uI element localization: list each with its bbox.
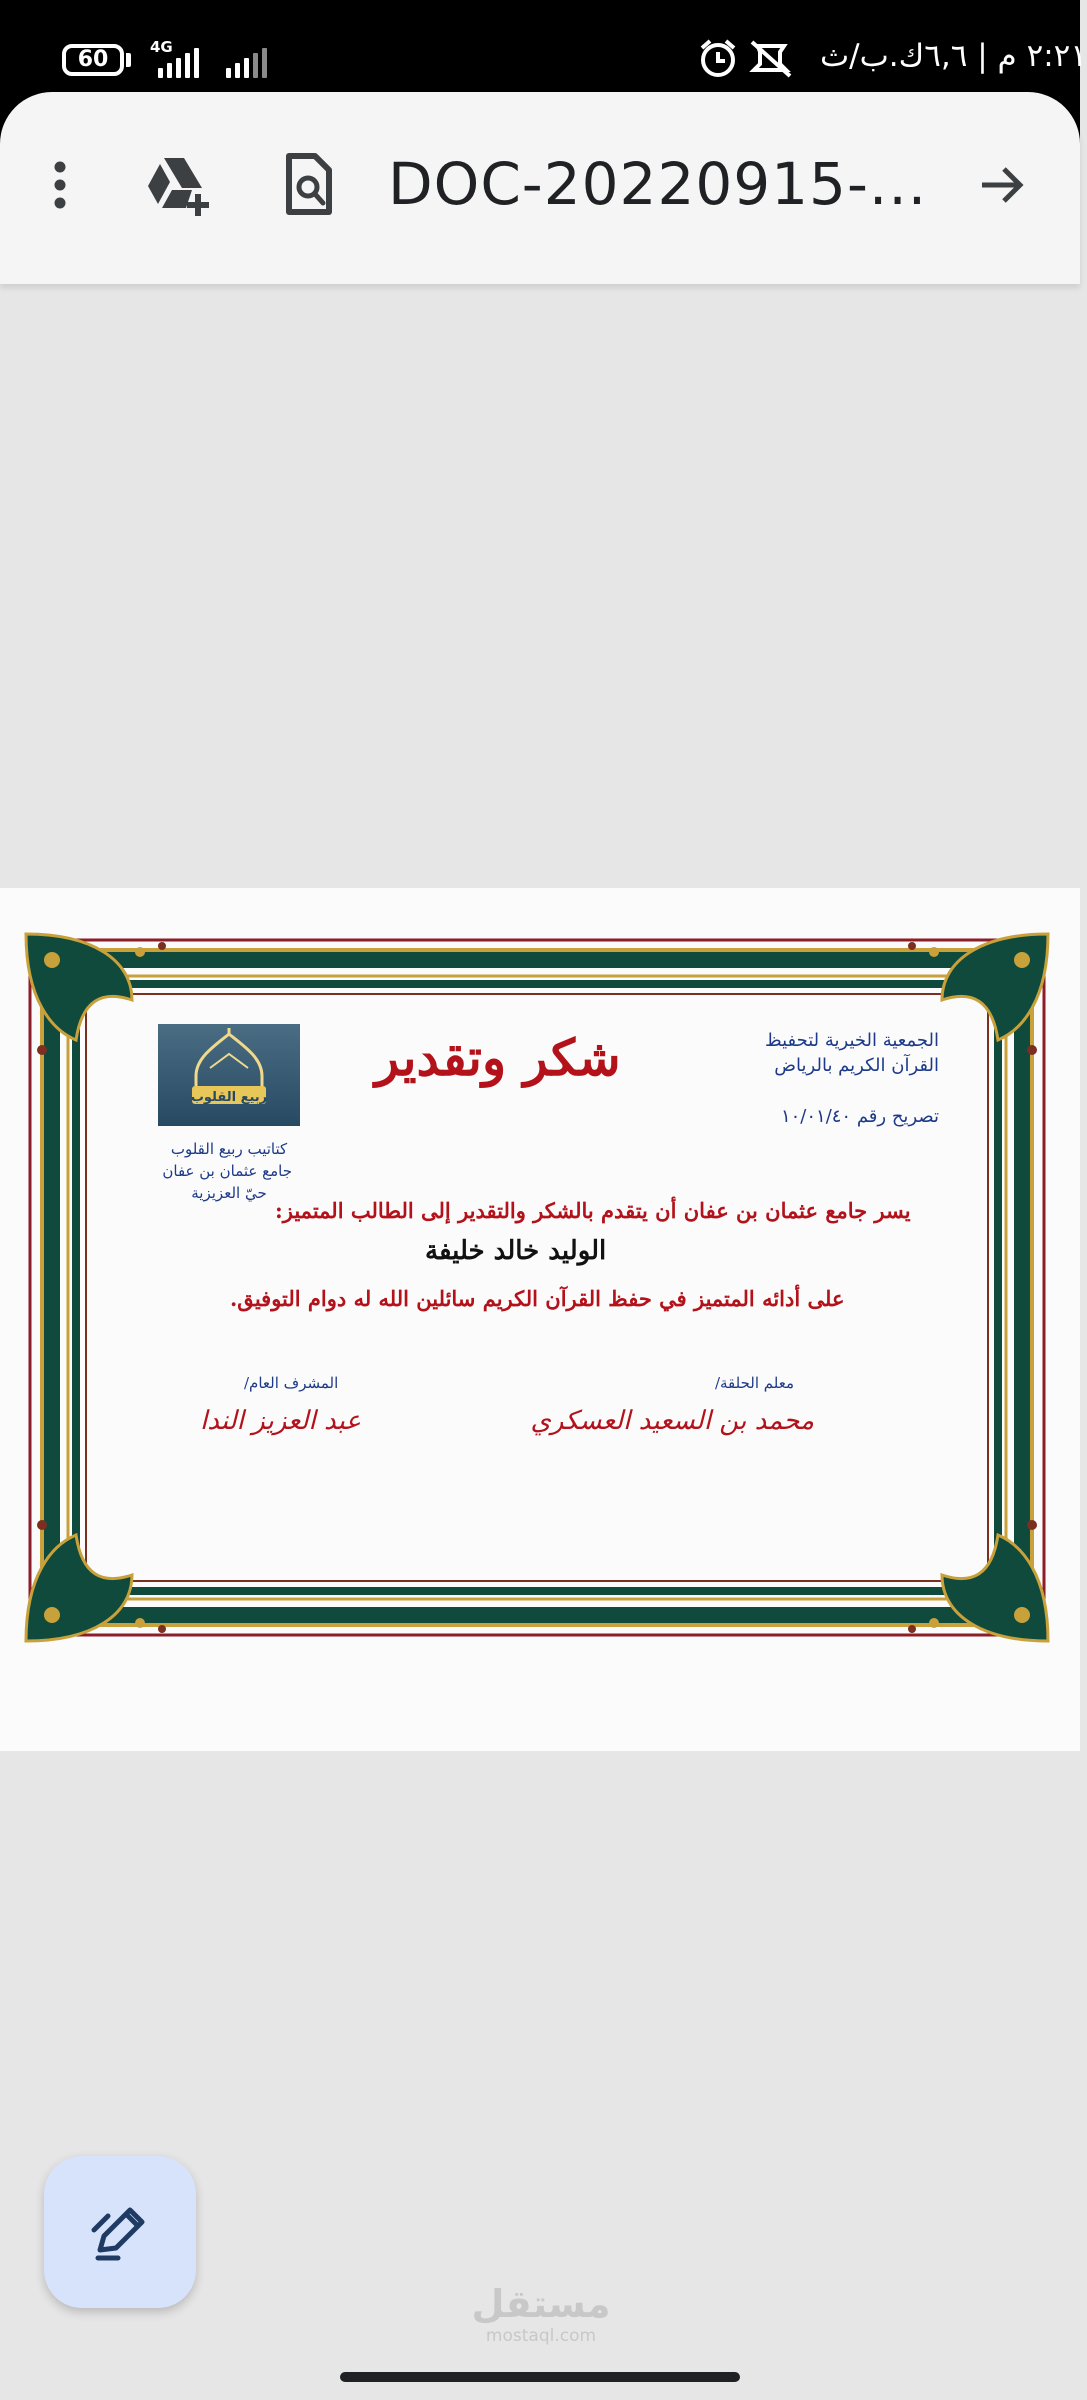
association-line-1: الجمعية الخيرية لتحفيظ <box>764 1030 939 1051</box>
kataib-line-3: حيّ العزيزية <box>191 1184 267 1202</box>
add-to-drive-icon <box>142 150 212 220</box>
forward-arrow-icon <box>978 160 1028 210</box>
kataib-address <box>162 1138 292 1204</box>
license-number: تصريح رقم ١٠/٠١/٤٠ <box>780 1106 939 1127</box>
supervisor-signature: عبد العزيز الندا <box>200 1406 362 1436</box>
teacher-signature: محمد بن السعيد العسكري <box>530 1406 814 1436</box>
document-title: DOC-20220915-... <box>388 150 928 218</box>
signal-strength-icon <box>150 42 210 78</box>
find-in-page-button[interactable] <box>264 140 354 230</box>
certificate <box>22 930 1052 1645</box>
kataib-logo <box>158 1024 300 1126</box>
home-gesture-bar[interactable] <box>340 2372 740 2382</box>
watermark-latin: mostaql.com <box>485 2326 597 2346</box>
certificate-content <box>80 978 994 1592</box>
more-vert-icon <box>45 155 75 215</box>
association-line-2: القرآن الكريم بالرياض <box>774 1055 939 1076</box>
toolbar-panel <box>0 92 1080 284</box>
kataib-line-2: جامع عثمان بن عفان <box>162 1162 292 1180</box>
alarm-and-mute-icon <box>692 36 802 80</box>
top-app-bar <box>0 92 1080 284</box>
mosque-dome-icon <box>158 1024 300 1126</box>
association-name <box>765 1028 939 1078</box>
teacher-role: معلم الحلقة/ <box>714 1374 794 1392</box>
signal-strength-2-icon <box>222 42 282 78</box>
certificate-title: شكر وتقدير <box>375 1028 621 1087</box>
add-to-drive-button[interactable] <box>132 140 222 230</box>
find-in-page-icon <box>279 150 339 220</box>
certificate-intro: يسر جامع عثمان بن عفان أن يتقدم بالشكر والتقدير إلى الطالب المتميز: <box>275 1198 911 1223</box>
certificate-reason: على أدائه المتميز في حفظ القرآن الكريم سائلين الله له دوام التوفيق. <box>230 1286 845 1311</box>
network-type: 4G <box>150 38 173 56</box>
edit-fab-button[interactable] <box>44 2156 196 2308</box>
kataib-line-1: كتاتيب ربيع القلوب <box>170 1140 288 1158</box>
status-bar <box>0 0 1087 92</box>
student-name: الوليد خالد خليفة <box>425 1236 607 1266</box>
open-forward-button[interactable] <box>958 140 1048 230</box>
battery-nub <box>126 53 131 67</box>
more-options-button[interactable] <box>15 140 105 230</box>
logo-text: ربيع القلوب <box>190 1090 268 1105</box>
watermark-arabic: مستقل <box>471 2282 611 2326</box>
battery-level: 60 <box>77 47 109 72</box>
supervisor-role: المشرف العام/ <box>244 1374 339 1392</box>
status-time: ٢:٢١ م | ٦,٦ك.ب/ث <box>820 38 1087 74</box>
document-page[interactable] <box>0 888 1080 1751</box>
status-icons <box>692 36 802 80</box>
pen-edit-icon <box>88 2200 152 2264</box>
mostaql-watermark <box>466 2282 616 2346</box>
